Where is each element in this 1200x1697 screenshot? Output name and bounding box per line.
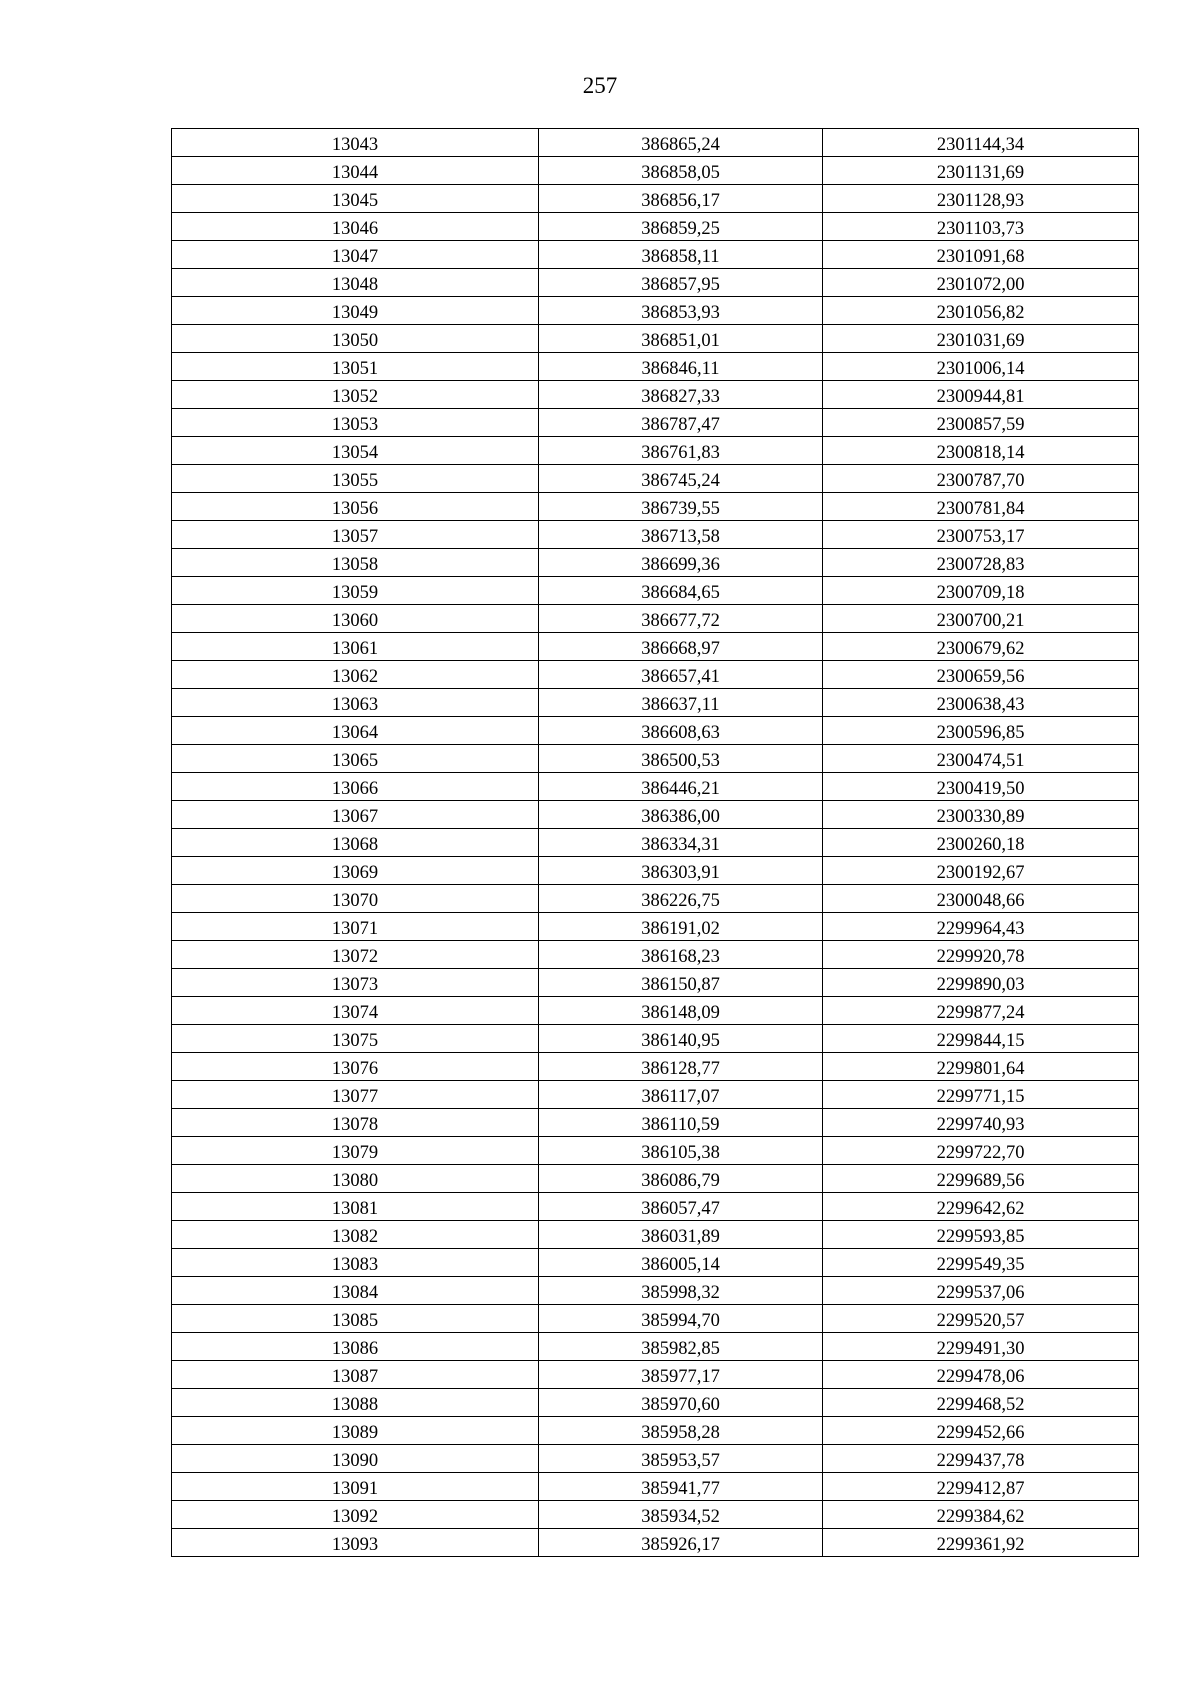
table-row xyxy=(172,409,1139,437)
table-row xyxy=(172,493,1139,521)
x-coordinate-cell: 386191,02 xyxy=(539,913,823,941)
x-coordinate-cell: 386745,24 xyxy=(539,465,823,493)
point-number-cell: 13085 xyxy=(172,1305,539,1333)
x-coordinate-cell: 386699,36 xyxy=(539,549,823,577)
table-row xyxy=(172,577,1139,605)
point-number-cell: 13082 xyxy=(172,1221,539,1249)
table-row xyxy=(172,129,1139,157)
x-coordinate-cell: 386057,47 xyxy=(539,1193,823,1221)
table-row xyxy=(172,773,1139,801)
y-coordinate-cell: 2299722,70 xyxy=(823,1137,1139,1165)
y-coordinate-cell: 2300596,85 xyxy=(823,717,1139,745)
point-number-cell: 13060 xyxy=(172,605,539,633)
point-number-cell: 13081 xyxy=(172,1193,539,1221)
x-coordinate-cell: 386110,59 xyxy=(539,1109,823,1137)
table-row xyxy=(172,1389,1139,1417)
x-coordinate-cell: 385958,28 xyxy=(539,1417,823,1445)
table-row xyxy=(172,801,1139,829)
table-row xyxy=(172,269,1139,297)
x-coordinate-cell: 386846,11 xyxy=(539,353,823,381)
table-row xyxy=(172,1221,1139,1249)
x-coordinate-cell: 386148,09 xyxy=(539,997,823,1025)
y-coordinate-cell: 2300753,17 xyxy=(823,521,1139,549)
table-row xyxy=(172,521,1139,549)
table-row xyxy=(172,1249,1139,1277)
point-number-cell: 13062 xyxy=(172,661,539,689)
x-coordinate-cell: 386857,95 xyxy=(539,269,823,297)
y-coordinate-cell: 2299642,62 xyxy=(823,1193,1139,1221)
y-coordinate-cell: 2301031,69 xyxy=(823,325,1139,353)
y-coordinate-cell: 2300728,83 xyxy=(823,549,1139,577)
table-body xyxy=(172,129,1139,1557)
x-coordinate-cell: 385953,57 xyxy=(539,1445,823,1473)
x-coordinate-cell: 386386,00 xyxy=(539,801,823,829)
x-coordinate-cell: 385994,70 xyxy=(539,1305,823,1333)
table-row xyxy=(172,1137,1139,1165)
x-coordinate-cell: 386858,11 xyxy=(539,241,823,269)
y-coordinate-cell: 2300474,51 xyxy=(823,745,1139,773)
y-coordinate-cell: 2299468,52 xyxy=(823,1389,1139,1417)
table-row xyxy=(172,1109,1139,1137)
point-number-cell: 13087 xyxy=(172,1361,539,1389)
table-row xyxy=(172,1473,1139,1501)
point-number-cell: 13088 xyxy=(172,1389,539,1417)
y-coordinate-cell: 2300818,14 xyxy=(823,437,1139,465)
point-number-cell: 13047 xyxy=(172,241,539,269)
y-coordinate-cell: 2299412,87 xyxy=(823,1473,1139,1501)
y-coordinate-cell: 2299452,66 xyxy=(823,1417,1139,1445)
y-coordinate-cell: 2299549,35 xyxy=(823,1249,1139,1277)
x-coordinate-cell: 386334,31 xyxy=(539,829,823,857)
x-coordinate-cell: 386859,25 xyxy=(539,213,823,241)
point-number-cell: 13092 xyxy=(172,1501,539,1529)
x-coordinate-cell: 386739,55 xyxy=(539,493,823,521)
y-coordinate-cell: 2301072,00 xyxy=(823,269,1139,297)
x-coordinate-cell: 386851,01 xyxy=(539,325,823,353)
y-coordinate-cell: 2300857,59 xyxy=(823,409,1139,437)
table-row xyxy=(172,717,1139,745)
x-coordinate-cell: 386128,77 xyxy=(539,1053,823,1081)
table-row xyxy=(172,1193,1139,1221)
table-row xyxy=(172,549,1139,577)
table-row xyxy=(172,1025,1139,1053)
y-coordinate-cell: 2300048,66 xyxy=(823,885,1139,913)
point-number-cell: 13067 xyxy=(172,801,539,829)
y-coordinate-cell: 2299964,43 xyxy=(823,913,1139,941)
x-coordinate-cell: 386787,47 xyxy=(539,409,823,437)
x-coordinate-cell: 385934,52 xyxy=(539,1501,823,1529)
y-coordinate-cell: 2300260,18 xyxy=(823,829,1139,857)
y-coordinate-cell: 2299844,15 xyxy=(823,1025,1139,1053)
x-coordinate-cell: 386853,93 xyxy=(539,297,823,325)
y-coordinate-cell: 2300659,56 xyxy=(823,661,1139,689)
table-row xyxy=(172,689,1139,717)
table-row xyxy=(172,437,1139,465)
point-number-cell: 13043 xyxy=(172,129,539,157)
point-number-cell: 13089 xyxy=(172,1417,539,1445)
point-number-cell: 13068 xyxy=(172,829,539,857)
y-coordinate-cell: 2299920,78 xyxy=(823,941,1139,969)
x-coordinate-cell: 385982,85 xyxy=(539,1333,823,1361)
x-coordinate-cell: 386031,89 xyxy=(539,1221,823,1249)
point-number-cell: 13046 xyxy=(172,213,539,241)
x-coordinate-cell: 385926,17 xyxy=(539,1529,823,1557)
point-number-cell: 13090 xyxy=(172,1445,539,1473)
table-row xyxy=(172,1053,1139,1081)
x-coordinate-cell: 386226,75 xyxy=(539,885,823,913)
x-coordinate-cell: 385941,77 xyxy=(539,1473,823,1501)
table-row xyxy=(172,913,1139,941)
point-number-cell: 13048 xyxy=(172,269,539,297)
point-number-cell: 13091 xyxy=(172,1473,539,1501)
x-coordinate-cell: 386827,33 xyxy=(539,381,823,409)
table-row xyxy=(172,1361,1139,1389)
point-number-cell: 13055 xyxy=(172,465,539,493)
point-number-cell: 13083 xyxy=(172,1249,539,1277)
y-coordinate-cell: 2299437,78 xyxy=(823,1445,1139,1473)
y-coordinate-cell: 2299877,24 xyxy=(823,997,1139,1025)
table-row xyxy=(172,745,1139,773)
x-coordinate-cell: 386858,05 xyxy=(539,157,823,185)
x-coordinate-cell: 386168,23 xyxy=(539,941,823,969)
table-row xyxy=(172,1501,1139,1529)
table-row xyxy=(172,185,1139,213)
table-row xyxy=(172,213,1139,241)
table-row xyxy=(172,1445,1139,1473)
x-coordinate-cell: 386446,21 xyxy=(539,773,823,801)
x-coordinate-cell: 386500,53 xyxy=(539,745,823,773)
table-row xyxy=(172,1165,1139,1193)
x-coordinate-cell: 386303,91 xyxy=(539,857,823,885)
x-coordinate-cell: 385970,60 xyxy=(539,1389,823,1417)
x-coordinate-cell: 386668,97 xyxy=(539,633,823,661)
table-row xyxy=(172,1305,1139,1333)
x-coordinate-cell: 386086,79 xyxy=(539,1165,823,1193)
point-number-cell: 13084 xyxy=(172,1277,539,1305)
point-number-cell: 13093 xyxy=(172,1529,539,1557)
point-number-cell: 13061 xyxy=(172,633,539,661)
table-row xyxy=(172,661,1139,689)
x-coordinate-cell: 386657,41 xyxy=(539,661,823,689)
point-number-cell: 13058 xyxy=(172,549,539,577)
x-coordinate-cell: 385998,32 xyxy=(539,1277,823,1305)
table-row xyxy=(172,1529,1139,1557)
table-row xyxy=(172,381,1139,409)
y-coordinate-cell: 2299537,06 xyxy=(823,1277,1139,1305)
y-coordinate-cell: 2301103,73 xyxy=(823,213,1139,241)
table-row xyxy=(172,1277,1139,1305)
point-number-cell: 13054 xyxy=(172,437,539,465)
table-row xyxy=(172,885,1139,913)
table-row xyxy=(172,1417,1139,1445)
y-coordinate-cell: 2300709,18 xyxy=(823,577,1139,605)
y-coordinate-cell: 2299801,64 xyxy=(823,1053,1139,1081)
y-coordinate-cell: 2300781,84 xyxy=(823,493,1139,521)
y-coordinate-cell: 2300419,50 xyxy=(823,773,1139,801)
point-number-cell: 13079 xyxy=(172,1137,539,1165)
table-row xyxy=(172,297,1139,325)
point-number-cell: 13086 xyxy=(172,1333,539,1361)
table-row xyxy=(172,1081,1139,1109)
y-coordinate-cell: 2301131,69 xyxy=(823,157,1139,185)
x-coordinate-cell: 386865,24 xyxy=(539,129,823,157)
x-coordinate-cell: 386713,58 xyxy=(539,521,823,549)
x-coordinate-cell: 386677,72 xyxy=(539,605,823,633)
coordinates-table xyxy=(171,128,1139,1557)
x-coordinate-cell: 386140,95 xyxy=(539,1025,823,1053)
y-coordinate-cell: 2301006,14 xyxy=(823,353,1139,381)
x-coordinate-cell: 386608,63 xyxy=(539,717,823,745)
y-coordinate-cell: 2300944,81 xyxy=(823,381,1139,409)
y-coordinate-cell: 2301144,34 xyxy=(823,129,1139,157)
y-coordinate-cell: 2299740,93 xyxy=(823,1109,1139,1137)
point-number-cell: 13050 xyxy=(172,325,539,353)
y-coordinate-cell: 2299491,30 xyxy=(823,1333,1139,1361)
y-coordinate-cell: 2300700,21 xyxy=(823,605,1139,633)
table-row xyxy=(172,857,1139,885)
page-number: 257 xyxy=(582,73,618,98)
table-row xyxy=(172,605,1139,633)
x-coordinate-cell: 386856,17 xyxy=(539,185,823,213)
y-coordinate-cell: 2299890,03 xyxy=(823,969,1139,997)
table-row xyxy=(172,1333,1139,1361)
y-coordinate-cell: 2299520,57 xyxy=(823,1305,1139,1333)
y-coordinate-cell: 2299593,85 xyxy=(823,1221,1139,1249)
y-coordinate-cell: 2299771,15 xyxy=(823,1081,1139,1109)
point-number-cell: 13070 xyxy=(172,885,539,913)
point-number-cell: 13078 xyxy=(172,1109,539,1137)
y-coordinate-cell: 2300330,89 xyxy=(823,801,1139,829)
x-coordinate-cell: 386761,83 xyxy=(539,437,823,465)
point-number-cell: 13074 xyxy=(172,997,539,1025)
table-row xyxy=(172,969,1139,997)
table-row xyxy=(172,633,1139,661)
point-number-cell: 13056 xyxy=(172,493,539,521)
point-number-cell: 13064 xyxy=(172,717,539,745)
table-row xyxy=(172,325,1139,353)
y-coordinate-cell: 2301091,68 xyxy=(823,241,1139,269)
point-number-cell: 13077 xyxy=(172,1081,539,1109)
point-number-cell: 13065 xyxy=(172,745,539,773)
table-row xyxy=(172,157,1139,185)
x-coordinate-cell: 386105,38 xyxy=(539,1137,823,1165)
y-coordinate-cell: 2299384,62 xyxy=(823,1501,1139,1529)
y-coordinate-cell: 2300787,70 xyxy=(823,465,1139,493)
table-row xyxy=(172,241,1139,269)
point-number-cell: 13069 xyxy=(172,857,539,885)
point-number-cell: 13059 xyxy=(172,577,539,605)
point-number-cell: 13053 xyxy=(172,409,539,437)
y-coordinate-cell: 2301128,93 xyxy=(823,185,1139,213)
x-coordinate-cell: 386684,65 xyxy=(539,577,823,605)
point-number-cell: 13049 xyxy=(172,297,539,325)
x-coordinate-cell: 386150,87 xyxy=(539,969,823,997)
table-row xyxy=(172,465,1139,493)
x-coordinate-cell: 386005,14 xyxy=(539,1249,823,1277)
point-number-cell: 13063 xyxy=(172,689,539,717)
x-coordinate-cell: 386117,07 xyxy=(539,1081,823,1109)
y-coordinate-cell: 2300192,67 xyxy=(823,857,1139,885)
y-coordinate-cell: 2299361,92 xyxy=(823,1529,1139,1557)
point-number-cell: 13076 xyxy=(172,1053,539,1081)
point-number-cell: 13044 xyxy=(172,157,539,185)
point-number-cell: 13066 xyxy=(172,773,539,801)
table-row xyxy=(172,829,1139,857)
point-number-cell: 13071 xyxy=(172,913,539,941)
point-number-cell: 13080 xyxy=(172,1165,539,1193)
y-coordinate-cell: 2301056,82 xyxy=(823,297,1139,325)
point-number-cell: 13052 xyxy=(172,381,539,409)
table-row xyxy=(172,353,1139,381)
y-coordinate-cell: 2300679,62 xyxy=(823,633,1139,661)
point-number-cell: 13072 xyxy=(172,941,539,969)
y-coordinate-cell: 2299478,06 xyxy=(823,1361,1139,1389)
table-row xyxy=(172,941,1139,969)
x-coordinate-cell: 386637,11 xyxy=(539,689,823,717)
table-row xyxy=(172,997,1139,1025)
point-number-cell: 13075 xyxy=(172,1025,539,1053)
point-number-cell: 13045 xyxy=(172,185,539,213)
point-number-cell: 13073 xyxy=(172,969,539,997)
y-coordinate-cell: 2299689,56 xyxy=(823,1165,1139,1193)
y-coordinate-cell: 2300638,43 xyxy=(823,689,1139,717)
x-coordinate-cell: 385977,17 xyxy=(539,1361,823,1389)
point-number-cell: 13057 xyxy=(172,521,539,549)
point-number-cell: 13051 xyxy=(172,353,539,381)
